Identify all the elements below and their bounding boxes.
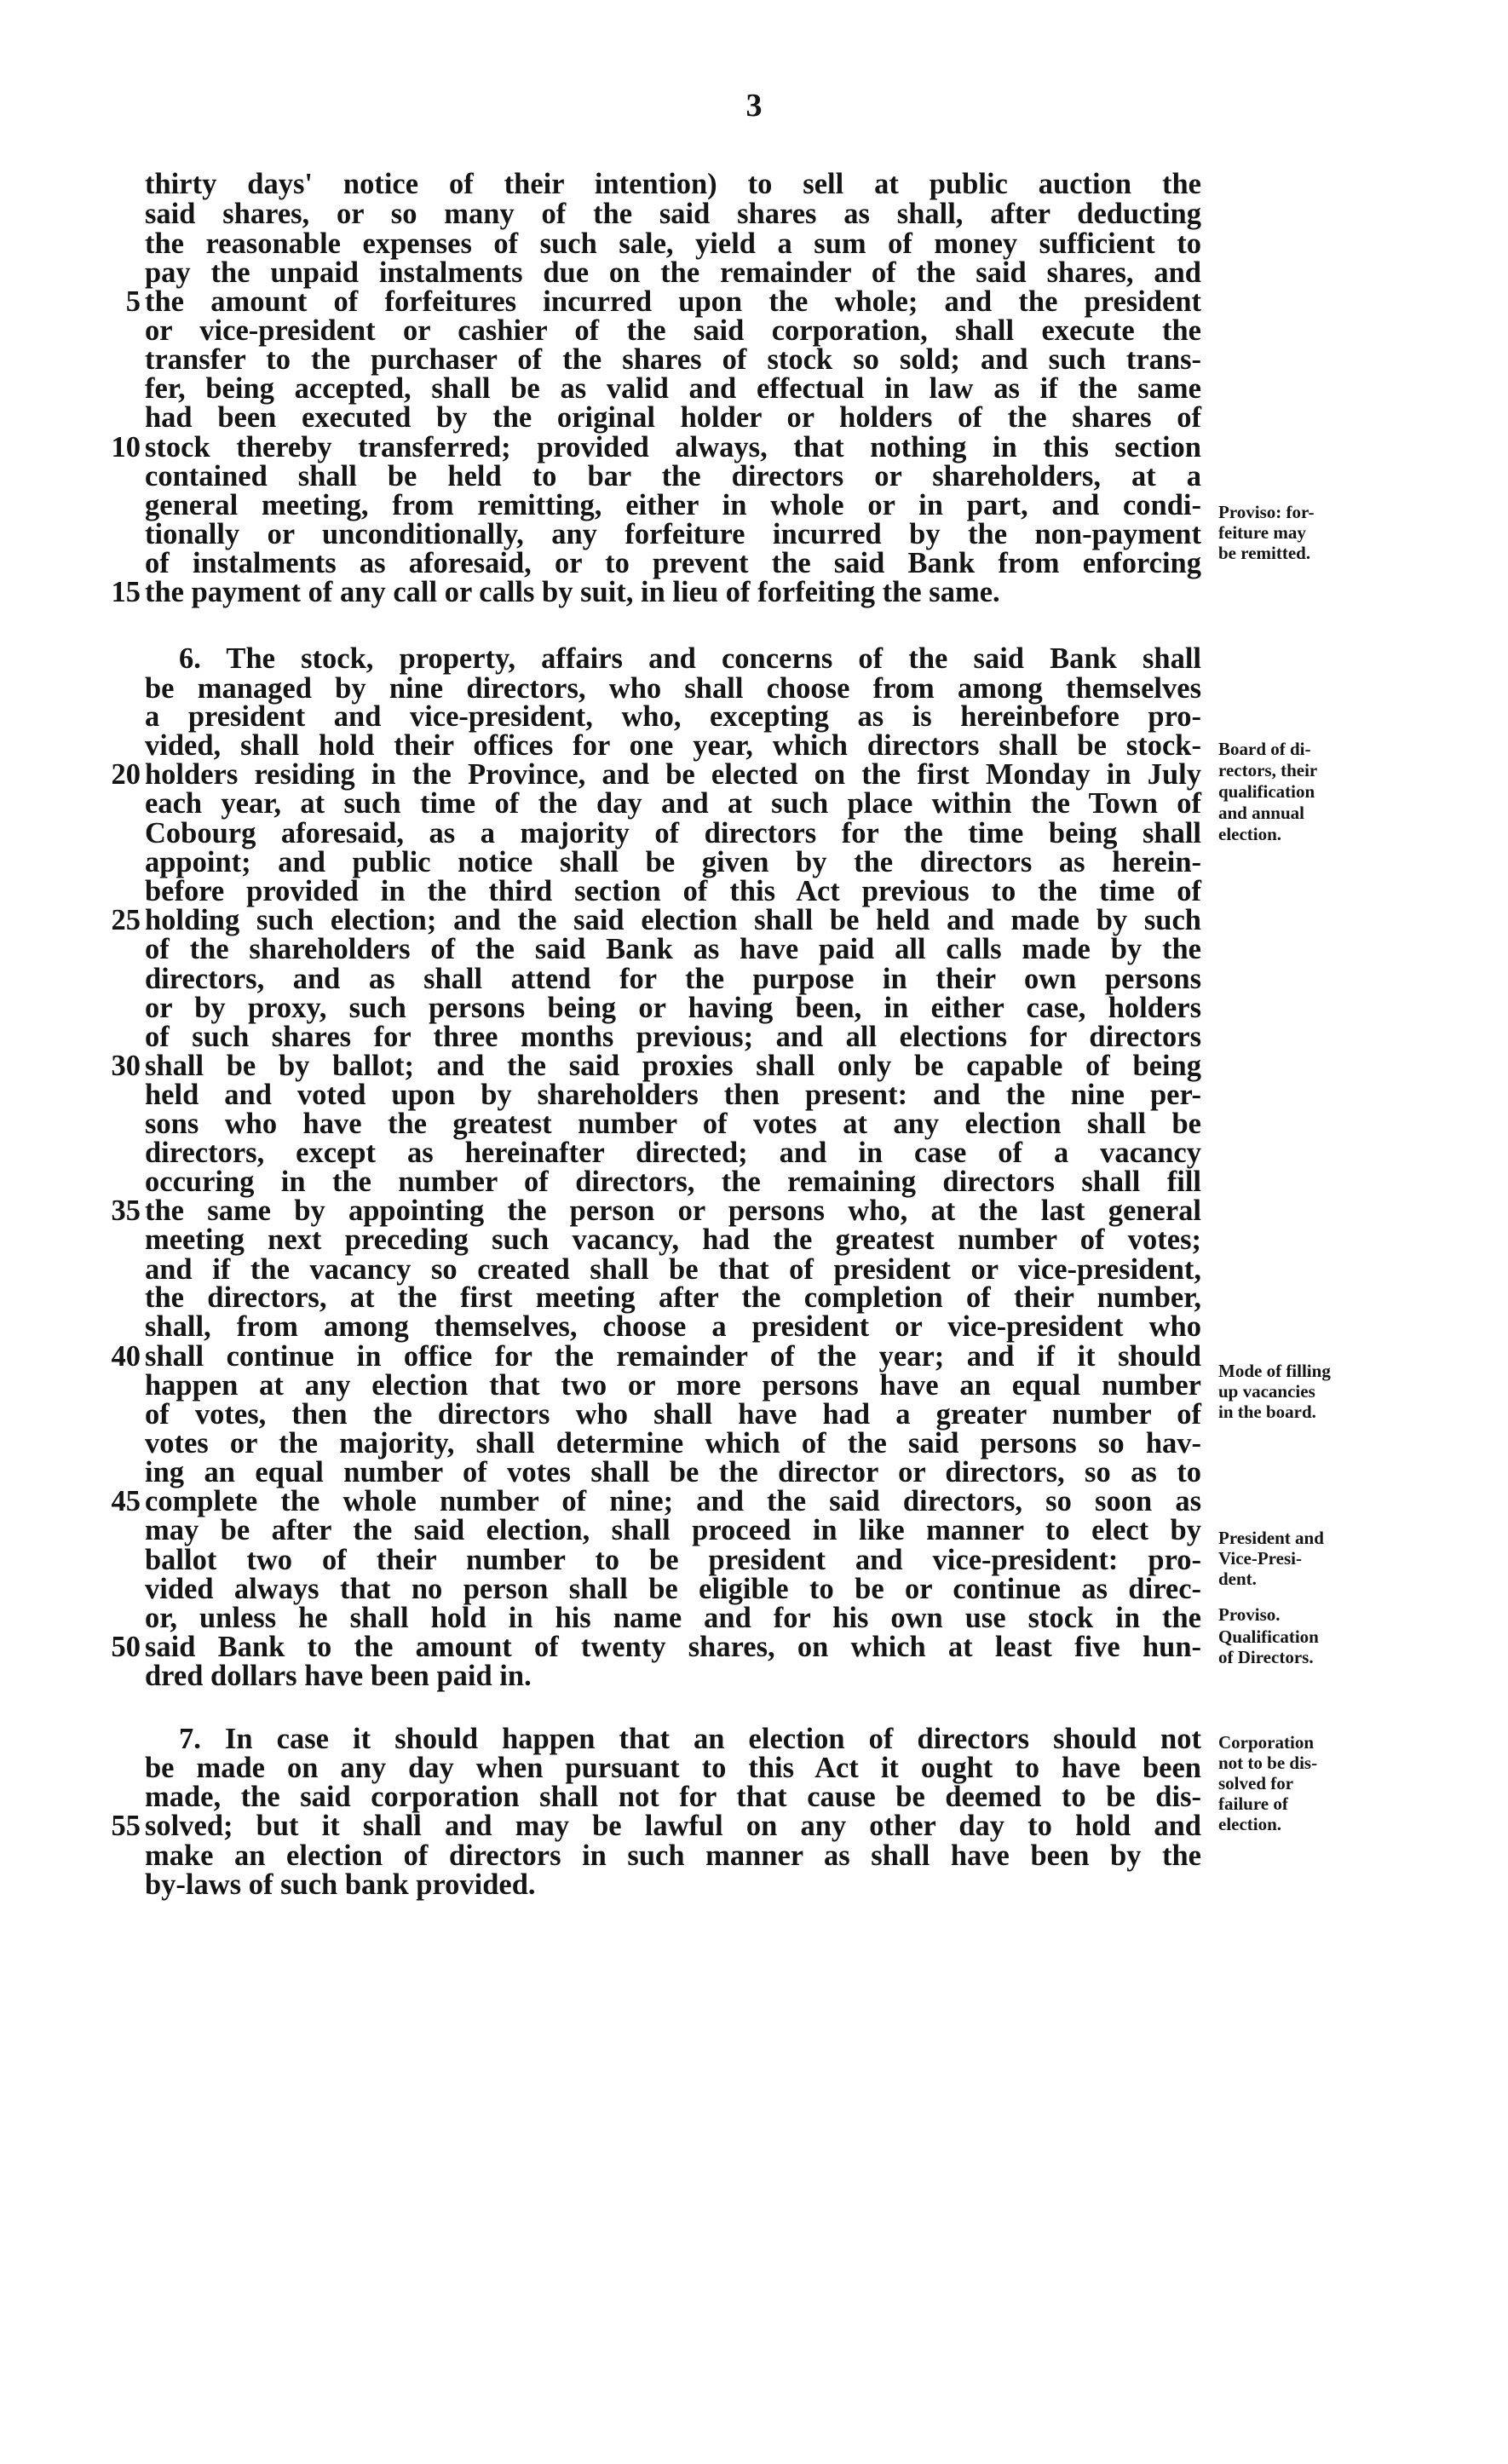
margin-note: of Directors. [1218, 1647, 1314, 1667]
text-line: vided, shall hold their offices for one year, which directors shall be stock- [145, 729, 1201, 762]
line-number: 40 [111, 1340, 141, 1373]
margin-note: up vacancies [1218, 1381, 1315, 1402]
text-line: and if the vacancy so created shall be that of president or vice-president, [145, 1253, 1201, 1286]
text-line: each year, at such time of the day and at such place within the Town of [145, 787, 1201, 820]
text-line: pay the unpaid instalments due on the remainder of the said shares, and [145, 256, 1201, 289]
margin-note: election. [1218, 824, 1282, 844]
text-line: before provided in the third section of this Act previous to the time of [145, 875, 1201, 907]
text-line: made, the said corporation shall not for that cause be deemed to be dis- [145, 1781, 1201, 1813]
line-number: 30 [111, 1050, 141, 1082]
text-line: ing an equal number of votes shall be the director or directors, so as to [145, 1456, 1201, 1488]
margin-note: failure of [1218, 1793, 1288, 1814]
text-line: 6. The stock, property, affairs and concerns of the said Bank shall [179, 642, 1201, 675]
margin-note: Proviso: for- [1218, 502, 1315, 522]
text-line: said Bank to the amount of twenty shares, on which at least five hun- [145, 1631, 1201, 1663]
text-line: appoint; and public notice shall be given by the directors as herein- [145, 846, 1201, 878]
margin-note: Corporation [1218, 1732, 1314, 1753]
page-number: 3 [745, 88, 763, 124]
margin-note: feiture may [1218, 522, 1306, 543]
margin-note: Mode of filling [1218, 1361, 1331, 1381]
text-line: contained shall be held to bar the directors or shareholders, at a [145, 460, 1201, 492]
margin-note: not to be dis- [1218, 1753, 1318, 1773]
text-line: said shares, or so many of the said shares as shall, after deducting [145, 198, 1201, 230]
line-number: 55 [111, 1810, 141, 1842]
text-line: ballot two of their number to be president and vice-president: pro- [145, 1544, 1201, 1576]
line-number: 45 [111, 1485, 141, 1517]
line-number: 10 [111, 431, 141, 463]
text-line: of the shareholders of the said Bank as have paid all calls made by the [145, 933, 1201, 965]
text-line: occuring in the number of directors, the remaining directors shall fill [145, 1166, 1201, 1198]
margin-note: dent. [1218, 1569, 1257, 1589]
margin-note: be remitted. [1218, 543, 1311, 563]
margin-note: Board of di- [1218, 739, 1311, 759]
margin-note: qualification [1218, 781, 1315, 802]
text-line: directors, and as shall attend for the purpose in their own persons [145, 963, 1201, 995]
text-line: may be after the said election, shall proceed in like manner to elect by [145, 1514, 1201, 1546]
margin-note: solved for [1218, 1773, 1294, 1793]
text-line: of votes, then the directors who shall have had a greater number of [145, 1398, 1201, 1431]
text-line: make an election of directors in such manner as shall have been by the [145, 1839, 1201, 1872]
line-number: 20 [111, 758, 141, 791]
line-number: 35 [111, 1195, 141, 1227]
text-line: shall continue in office for the remainder of the year; and if it should [145, 1340, 1201, 1373]
text-line: sons who have the greatest number of votes at any election shall be [145, 1108, 1201, 1140]
text-line: 7. In case it should happen that an election of directors should not [179, 1723, 1201, 1755]
text-line: holding such election; and the said election shall be held and made by such [145, 904, 1201, 936]
margin-note: Qualification [1218, 1626, 1319, 1647]
text-line: solved; but it shall and may be lawful on any other day to hold and [145, 1810, 1201, 1842]
text-line: or, unless he shall hold in his name and for his own use stock in the [145, 1602, 1201, 1634]
text-line: the amount of forfeitures incurred upon the whole; and the president [145, 285, 1201, 318]
line-number: 25 [111, 904, 141, 936]
text-line: vided always that no person shall be eligible to be or continue as direc- [145, 1573, 1201, 1605]
text-line: the directors, at the first meeting after the completion of their number, [145, 1281, 1201, 1314]
text-line: the reasonable expenses of such sale, yield a sum of money sufficient to [145, 227, 1201, 260]
margin-note: Vice-Presi- [1218, 1548, 1302, 1569]
text-line: happen at any election that two or more persons have an equal number [145, 1369, 1201, 1402]
margin-note: Proviso. [1218, 1604, 1281, 1625]
margin-note: rectors, their [1218, 760, 1318, 780]
text-line: or vice-president or cashier of the said corporation, shall execute the [145, 314, 1201, 347]
text-line: meeting next preceding such vacancy, had the greatest number of votes; [145, 1223, 1201, 1256]
text-line: the payment of any call or calls by suit, in lieu of forfeiting the same. [145, 576, 1000, 608]
text-line: the same by appointing the person or persons who, at the last general [145, 1195, 1201, 1227]
text-line: held and voted upon by shareholders then present: and the nine per- [145, 1079, 1201, 1111]
text-line: directors, except as hereinafter directed; and in case of a vacancy [145, 1137, 1201, 1169]
margin-note: in the board. [1218, 1402, 1316, 1422]
text-line: general meeting, from remitting, either in whole or in part, and condi- [145, 489, 1201, 521]
text-line: or by proxy, such persons being or having been, in either case, holders [145, 992, 1201, 1024]
text-line: transfer to the purchaser of the shares of stock so sold; and such trans- [145, 343, 1201, 376]
line-number: 15 [111, 576, 141, 608]
text-line: fer, being accepted, shall be as valid and effectual in law as if the same [145, 372, 1201, 405]
text-line: Cobourg aforesaid, as a majority of directors for the time being shall [145, 817, 1201, 849]
text-line: tionally or unconditionally, any forfeiture incurred by the non-payment [145, 518, 1201, 550]
text-line: votes or the majority, shall determine which of the said persons so hav- [145, 1427, 1201, 1459]
text-line: dred dollars have been paid in. [145, 1660, 532, 1692]
text-line: shall, from among themselves, choose a president or vice-president who [145, 1310, 1201, 1343]
text-line: stock thereby transferred; provided always, that nothing in this section [145, 431, 1201, 463]
text-line: of instalments as aforesaid, or to prevent the said Bank from enforcing [145, 547, 1201, 579]
margin-note: President and [1218, 1528, 1324, 1548]
text-line: shall be by ballot; and the said proxies shall only be capable of being [145, 1050, 1201, 1082]
text-line: be managed by nine directors, who shall choose from among themselves [145, 672, 1201, 705]
text-line: of such shares for three months previous; and all elections for directors [145, 1021, 1201, 1053]
line-number: 5 [125, 285, 141, 318]
text-line: holders residing in the Province, and be elected on the first Monday in July [145, 758, 1201, 791]
margin-note: and annual [1218, 803, 1304, 823]
text-line: by-laws of such bank provided. [145, 1868, 536, 1901]
text-line: a president and vice-president, who, excepting as is hereinbefore pro- [145, 700, 1201, 733]
text-line: be made on any day when pursuant to this Act it ought to have been [145, 1752, 1201, 1784]
text-line: had been executed by the original holder or holders of the shares of [145, 401, 1201, 434]
margin-note: election. [1218, 1814, 1282, 1834]
text-line: complete the whole number of nine; and the said directors, so soon as [145, 1485, 1201, 1517]
text-line: thirty days' notice of their intention) to sell at public auction the [145, 168, 1201, 200]
line-number: 50 [111, 1631, 141, 1663]
